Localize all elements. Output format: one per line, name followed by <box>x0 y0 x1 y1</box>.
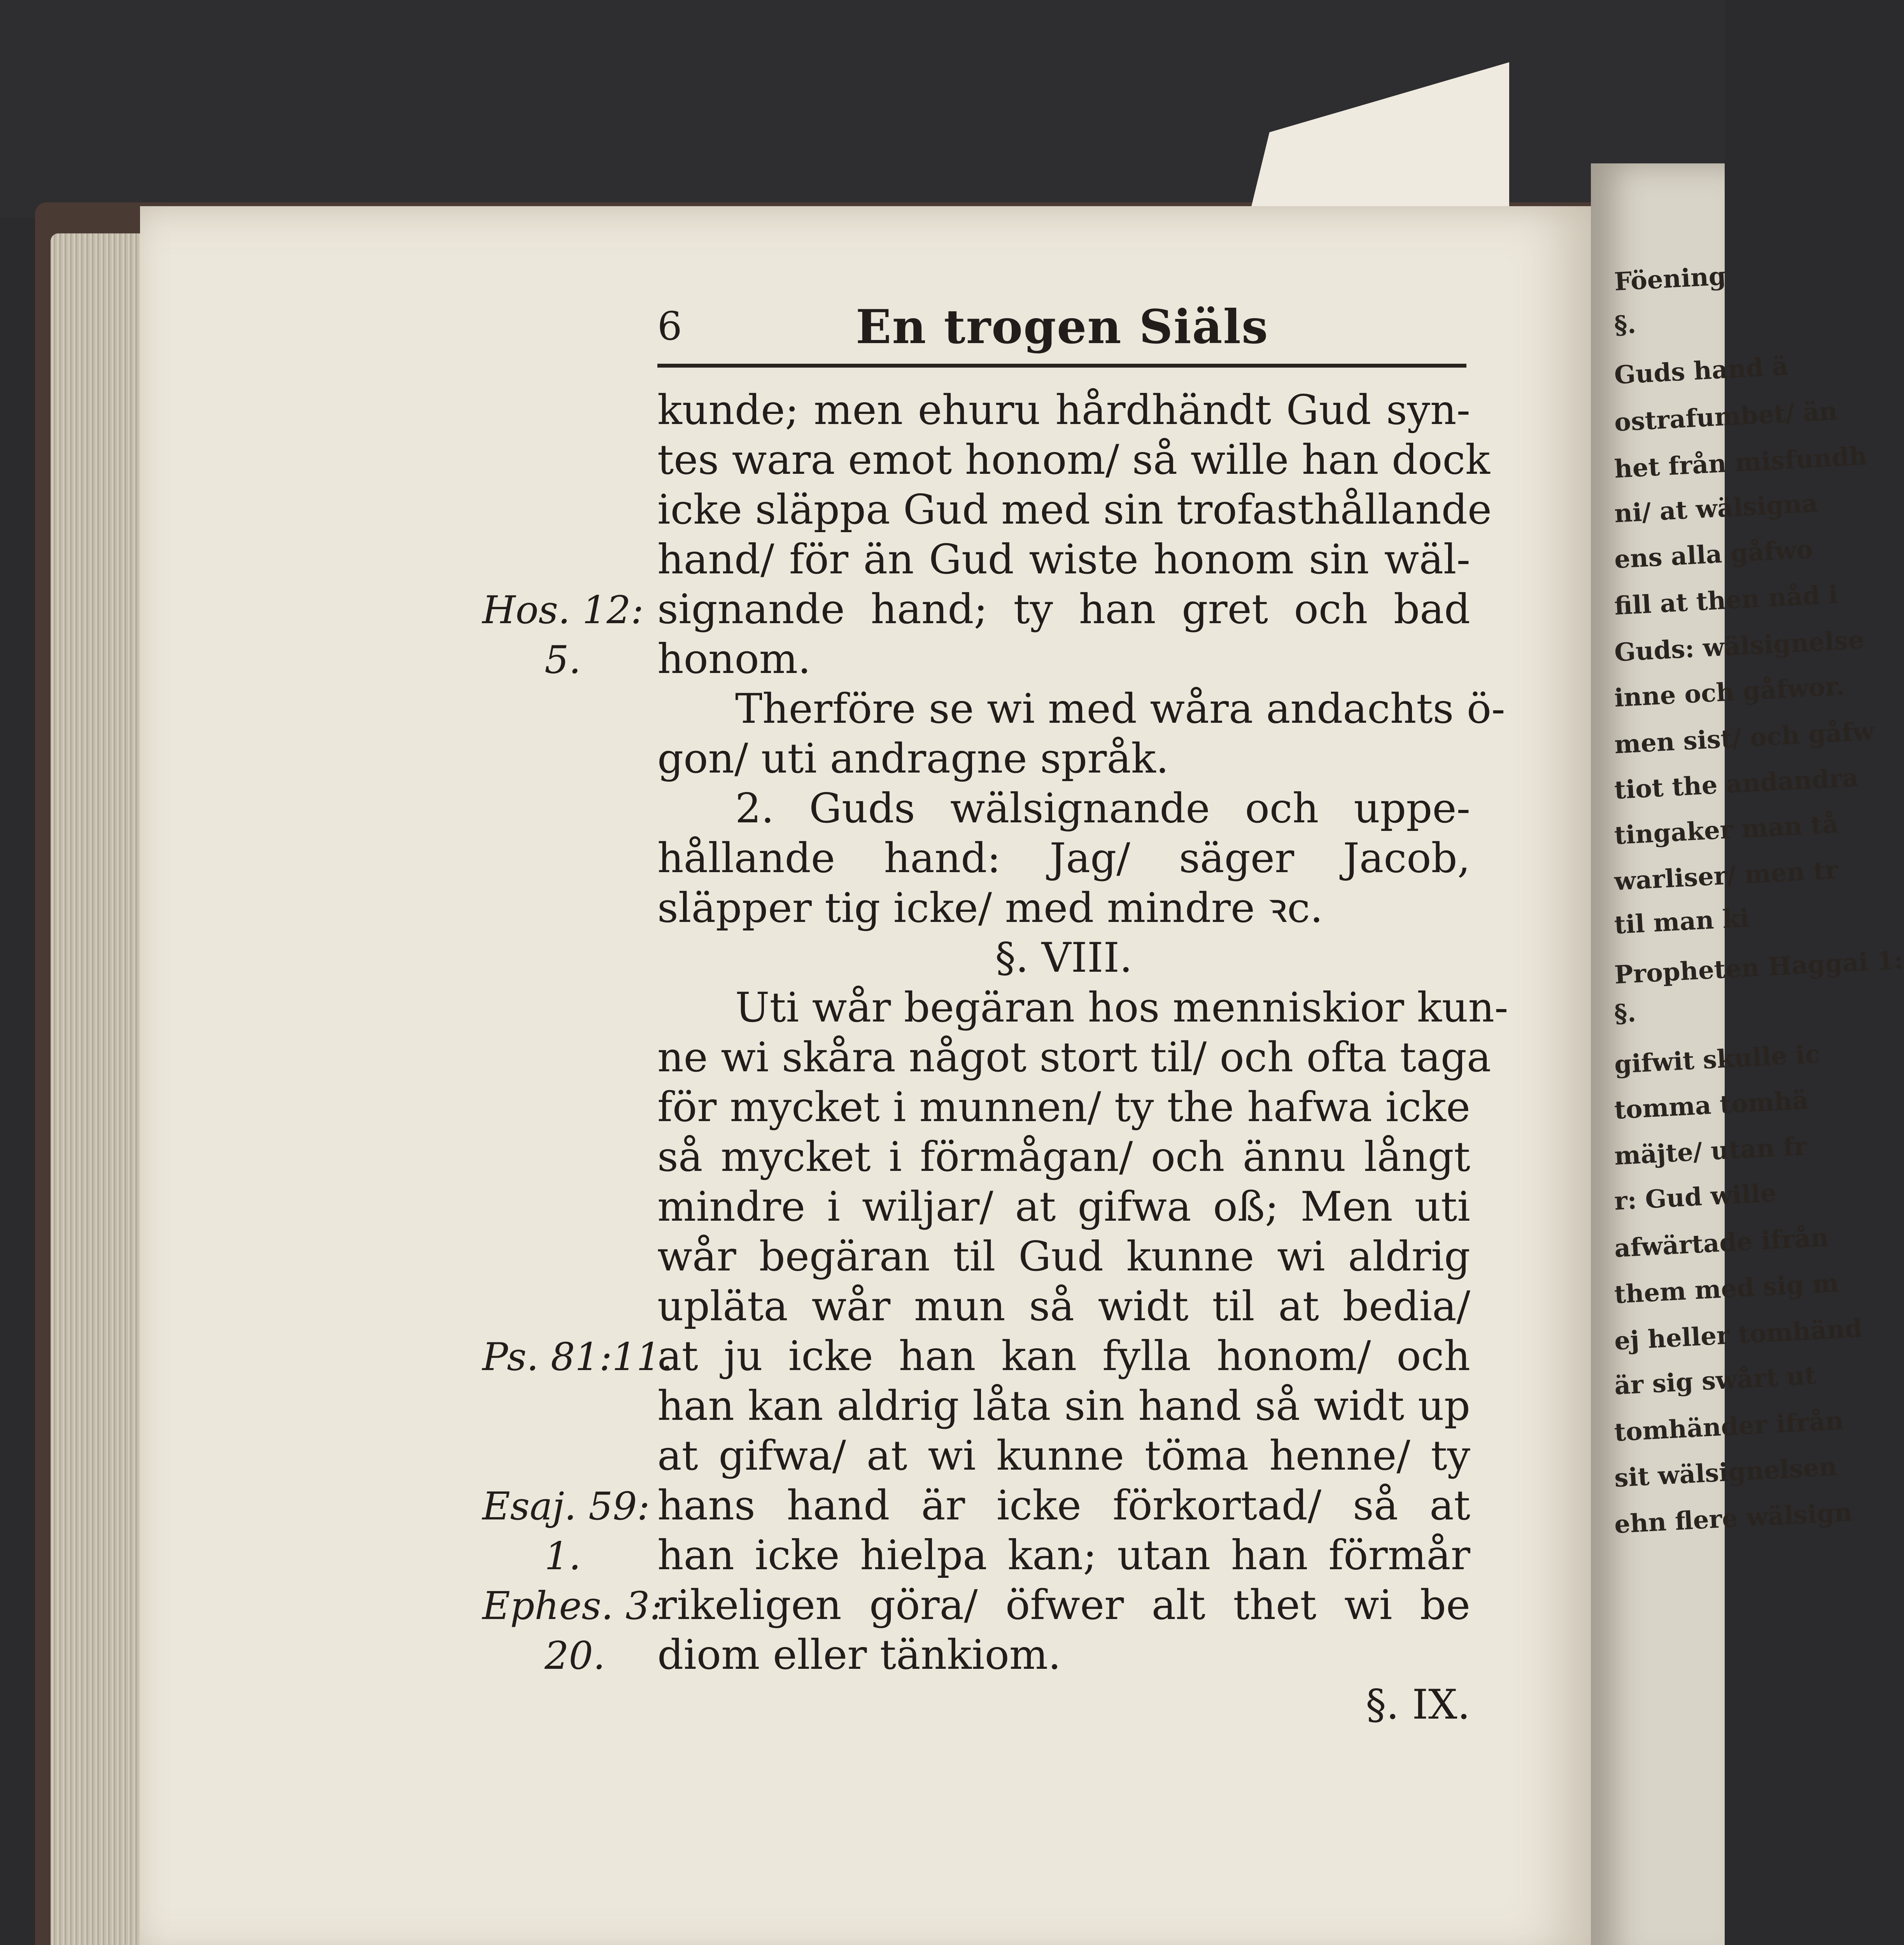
text-line: hållande hand: Jag/ säger Jacob, <box>657 834 1470 882</box>
text-line: wår begäran til Gud kunne wi aldrig <box>657 1233 1470 1280</box>
facing-page-line: r: Gud wille <box>1613 1178 1777 1216</box>
margin-note: 1. <box>545 1534 581 1579</box>
text-line: hans hand är icke förkortad/ så at <box>657 1482 1470 1529</box>
facing-page-line: ostrafumbet/ än <box>1613 396 1838 437</box>
facing-page-line: tiot the andandra <box>1613 763 1859 805</box>
facing-page-line: Propheten Haggai 1: <box>1613 945 1904 990</box>
page-number: 6 <box>657 303 682 349</box>
facing-page-line: men sist/ och gåfw <box>1613 717 1875 760</box>
facing-page-line: ni/ at wälsigna <box>1613 489 1819 529</box>
text-line: ne wi skåra något stort til/ och ofta taga <box>657 1034 1491 1081</box>
facing-page-line: ej heller tomhänd <box>1613 1314 1863 1356</box>
facing-page-line: ehn flere wälsign <box>1613 1498 1853 1539</box>
facing-page-line: ens alla gåfwo <box>1613 534 1814 575</box>
page-edges <box>51 233 144 1945</box>
text-line: §. VIII. <box>995 934 1133 981</box>
text-line: honom. <box>657 635 811 683</box>
facing-page <box>1591 163 1904 1945</box>
text-line: tes wara emot honom/ så wille han dock <box>657 436 1490 484</box>
margin-note: 20. <box>545 1634 605 1678</box>
facing-page-line: fill at then nåd i <box>1613 580 1839 621</box>
text-line: så mycket i förmågan/ och ännu långt <box>657 1133 1470 1181</box>
facing-page-line: sit wälsignelsen <box>1613 1452 1838 1493</box>
facing-page-line: til man ki <box>1613 903 1750 940</box>
facing-page-line: tomma tomhä <box>1613 1085 1809 1125</box>
text-line: Uti wår begäran hos menniskior kun- <box>735 984 1508 1031</box>
text-line: släpper tig icke/ med mindre ꝛc. <box>657 884 1323 932</box>
margin-note: Ps. 81:11. <box>482 1335 673 1379</box>
text-line: at gifwa/ at wi kunne töma henne/ ty <box>657 1432 1470 1479</box>
facing-page-line: warliser/ men tr <box>1613 855 1839 897</box>
facing-page-line: Föening <box>1613 261 1727 297</box>
text-line: §. IX. <box>1366 1681 1470 1728</box>
text-line: diom eller tänkiom. <box>657 1631 1061 1679</box>
text-line: 2. Guds wälsignande och uppe- <box>735 785 1470 832</box>
facing-page-line: §. <box>1613 310 1637 340</box>
facing-page-line: gifwit skulle ic <box>1613 1039 1821 1079</box>
text-line: signande hand; ty han gret och bad <box>657 585 1470 633</box>
text-line: gon/ uti andragne språk. <box>657 735 1169 782</box>
facing-page-line: Guds: wälsignelse <box>1613 625 1865 668</box>
margin-note: 5. <box>545 638 581 682</box>
facing-page-line: them med sig m <box>1613 1268 1839 1310</box>
facing-page-line: afwärtade ifrån <box>1613 1223 1830 1263</box>
facing-page-line: tomhänder ifrån <box>1613 1406 1844 1447</box>
facing-page-line: tingaker man tå <box>1613 809 1839 851</box>
margin-note: Ephes. 3: <box>482 1584 663 1628</box>
facing-page-line: het från misfundh <box>1613 442 1868 484</box>
text-line: kunde; men ehuru hårdhändt Gud syn- <box>657 386 1470 434</box>
facing-page-line: inne och gåfwor. <box>1613 671 1846 713</box>
text-line: icke släppa Gud med sin trofasthållande <box>657 486 1492 533</box>
facing-page-line: Guds hand ä <box>1613 352 1789 390</box>
text-line: Therföre se wi med wåra andachts ö- <box>735 685 1505 732</box>
facing-page-line: är sig swårt ut <box>1613 1361 1817 1401</box>
text-line: han icke hielpa kan; utan han förmår <box>657 1531 1470 1579</box>
header-rule <box>657 364 1466 368</box>
text-line: hand/ för än Gud wiste honom sin wäl- <box>657 536 1470 583</box>
text-line: upläta wår mun så widt til at bedia/ <box>657 1283 1470 1330</box>
text-line: mindre i wiljar/ at gifwa oß; Men uti <box>657 1183 1470 1230</box>
text-line: rikeligen göra/ öfwer alt thet wi be <box>657 1581 1470 1629</box>
facing-page-line: mäjte/ utan fr <box>1613 1132 1808 1171</box>
text-line: han kan aldrig låta sin hand så widt up <box>657 1382 1470 1430</box>
facing-page-line: §. <box>1613 998 1637 1029</box>
margin-note: Hos. 12: <box>482 588 644 633</box>
body-text <box>657 385 1508 1729</box>
text-line: at ju icke han kan fylla honom/ och <box>657 1332 1470 1380</box>
text-line: för mycket i munnen/ ty the hafwa icke <box>657 1083 1470 1131</box>
running-head: En trogen Siäls <box>856 300 1269 354</box>
margin-note: Esaj. 59: <box>482 1484 650 1529</box>
